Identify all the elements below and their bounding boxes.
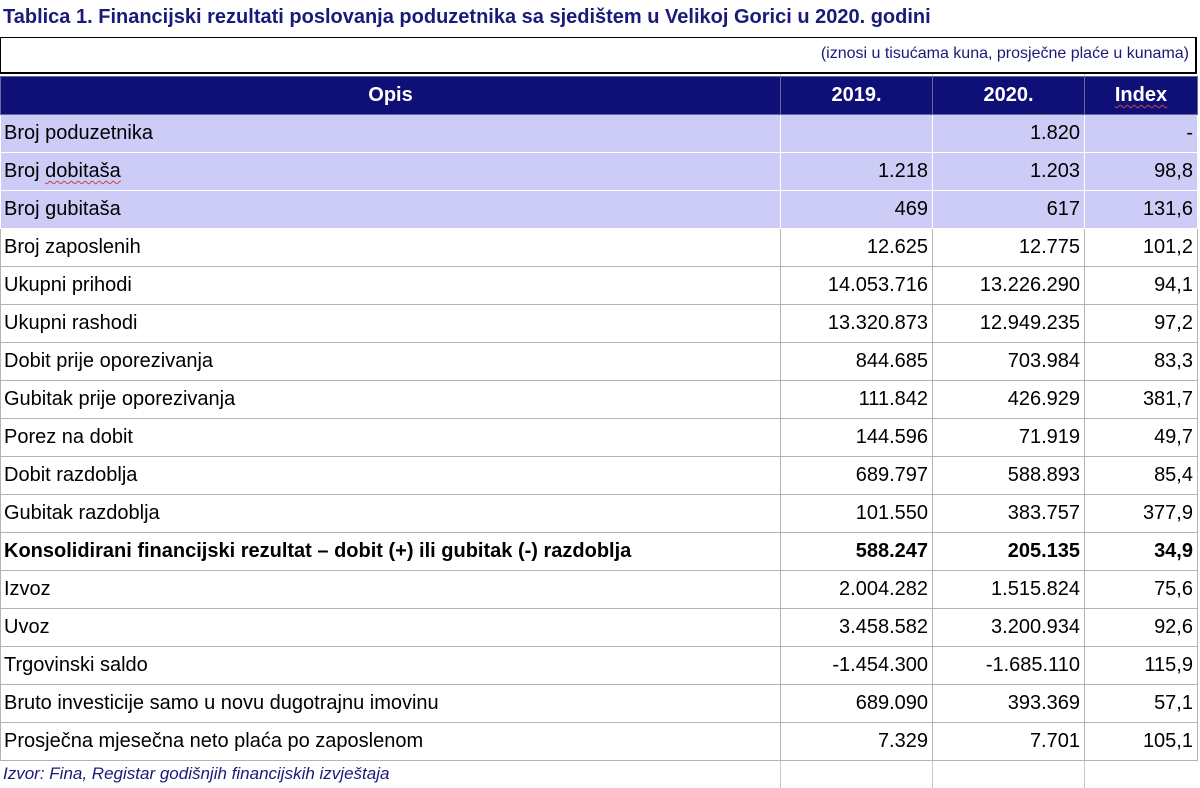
value-index: 92,6 [1085,609,1198,647]
value-index: 83,3 [1085,343,1198,381]
value-2019: -1.454.300 [781,647,933,685]
table-row [1,229,1198,267]
value-index: 377,9 [1085,495,1198,533]
row-label: Dobit razdoblja [1,457,781,495]
financial-results-table [0,76,1198,761]
value-index: 115,9 [1085,647,1198,685]
row-label: Trgovinski saldo [1,647,781,685]
value-index: 101,2 [1085,229,1198,267]
row-label: Ukupni prihodi [1,267,781,305]
header-index-label: Index [1114,84,1168,106]
row-label: Ukupni rashodi [1,305,781,343]
table-row [1,457,1198,495]
value-2019: 588.247 [781,533,933,571]
table-row [1,419,1198,457]
value-2020: 1.820 [933,115,1085,153]
value-index: - [1085,115,1198,153]
row-label: Porez na dobit [1,419,781,457]
value-index: 34,9 [1085,533,1198,571]
value-2019: 14.053.716 [781,267,933,305]
value-2020: 1.515.824 [933,571,1085,609]
value-2020: 12.775 [933,229,1085,267]
value-2020: -1.685.110 [933,647,1085,685]
value-2020: 13.226.290 [933,267,1085,305]
value-2019: 13.320.873 [781,305,933,343]
value-index: 75,6 [1085,571,1198,609]
table-row [1,267,1198,305]
table-row [1,191,1198,229]
value-index: 381,7 [1085,381,1198,419]
row-label: Broj gubitaša [1,191,781,229]
row-label [1,153,781,191]
row-label-marked-word: dobitaša [45,160,121,182]
value-2019: 689.090 [781,685,933,723]
value-2019: 689.797 [781,457,933,495]
row-label: Bruto investicije samo u novu dugotrajnu imovinu [1,685,781,723]
value-2019: 144.596 [781,419,933,457]
row-label: Konsolidirani financijski rezultat – dobit (+) ili gubitak (-) razdoblja [1,533,781,571]
table-row-consolidated [1,533,1198,571]
value-2020: 3.200.934 [933,609,1085,647]
title-row [0,0,1200,37]
value-2019: 844.685 [781,343,933,381]
value-2019: 469 [781,191,933,229]
value-2020: 205.135 [933,533,1085,571]
row-label: Prosječna mjesečna neto plaća po zaposlenom [1,723,781,761]
value-index: 85,4 [1085,457,1198,495]
value-2020: 393.369 [933,685,1085,723]
table-title: Tablica 1. Financijski rezultati poslovanja poduzetnika sa sjedištem u Velikoj Gorici u 2020. godini [3,6,931,28]
table-row [1,115,1198,153]
table-row [1,647,1198,685]
header-row [1,77,1198,115]
value-2019: 3.458.582 [781,609,933,647]
header-2020: 2020. [933,77,1085,115]
value-2019: 2.004.282 [781,571,933,609]
table-row [1,153,1198,191]
value-2020: 7.701 [933,723,1085,761]
value-2019 [781,115,933,153]
table-row [1,305,1198,343]
value-2020: 12.949.235 [933,305,1085,343]
header-index [1085,77,1198,115]
source-row [0,760,1197,788]
row-label: Gubitak prije oporezivanja [1,381,781,419]
row-label: Dobit prije oporezivanja [1,343,781,381]
value-index: 97,2 [1085,305,1198,343]
value-2019: 111.842 [781,381,933,419]
table-row [1,685,1198,723]
table-row [1,723,1198,761]
value-2020: 588.893 [933,457,1085,495]
value-2019: 7.329 [781,723,933,761]
value-index: 98,8 [1085,153,1198,191]
table-row [1,381,1198,419]
table-row [1,571,1198,609]
value-2019: 12.625 [781,229,933,267]
table-row [1,495,1198,533]
units-box [0,37,1197,74]
value-2020: 71.919 [933,419,1085,457]
table-row [1,609,1198,647]
row-label: Broj poduzetnika [1,115,781,153]
source-note: Izvor: Fina, Registar godišnjih financijskih izvještaja [3,764,390,783]
value-2020: 383.757 [933,495,1085,533]
table-row [1,343,1198,381]
value-2019: 101.550 [781,495,933,533]
value-2020: 703.984 [933,343,1085,381]
row-label: Uvoz [1,609,781,647]
value-2020: 426.929 [933,381,1085,419]
value-index: 57,1 [1085,685,1198,723]
value-2019: 1.218 [781,153,933,191]
header-2019: 2019. [781,77,933,115]
value-index: 105,1 [1085,723,1198,761]
value-2020: 617 [933,191,1085,229]
row-label: Izvoz [1,571,781,609]
row-label-prefix: Broj [4,160,46,182]
value-index: 49,7 [1085,419,1198,457]
header-opis: Opis [1,77,781,115]
value-2020: 1.203 [933,153,1085,191]
value-index: 131,6 [1085,191,1198,229]
units-note: (iznosi u tisućama kuna, prosječne plaće u kunama) [820,45,1189,62]
value-index: 94,1 [1085,267,1198,305]
row-label: Broj zaposlenih [1,229,781,267]
row-label: Gubitak razdoblja [1,495,781,533]
